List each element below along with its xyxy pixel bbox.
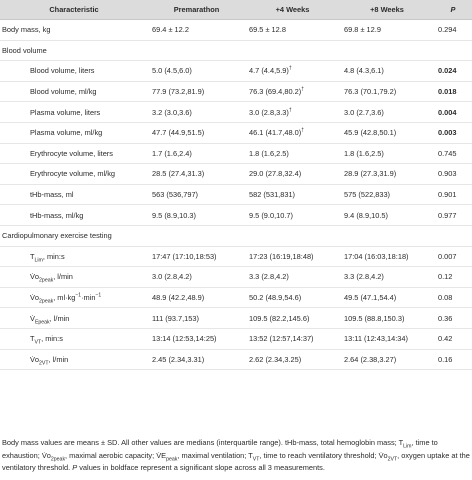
table-row [0, 143, 472, 164]
section-row [0, 40, 472, 61]
row-label: Body mass, kg [2, 25, 51, 35]
cell-pre: 563 (536,797) [152, 190, 199, 200]
cell-pre: 17:47 (17:10,18:53) [152, 251, 217, 261]
row-label: Plasma volume, ml/kg [30, 128, 103, 138]
table-row [0, 122, 472, 143]
cell-4w: 9.5 (9.0,10.7) [249, 210, 293, 220]
cell-pre: 2.45 (2.34,3.31) [152, 354, 205, 364]
cell-8w: 109.5 (88.8,150.3) [344, 313, 405, 323]
cell-8w: 2.64 (2.38,3.27) [344, 354, 397, 364]
cell-8w: 17:04 (16:03,18:18) [344, 251, 409, 261]
table-row [0, 20, 472, 41]
section-label: Cardiopulmonary exercise testing [2, 231, 112, 241]
section-row [0, 225, 472, 246]
cell-pre: 5.0 (4.5,6.0) [152, 66, 192, 76]
table-row [0, 205, 472, 226]
cell-8w: 3.0 (2.7,3.6) [344, 107, 384, 117]
cell-8w: 3.3 (2.8,4.2) [344, 272, 384, 282]
cell-4w: 3.3 (2.8,4.2) [249, 272, 289, 282]
cell-pre: 47.7 (44.9,51.5) [152, 128, 205, 138]
cell-pre: 1.7 (1.6,2.4) [152, 148, 192, 158]
table-row [0, 246, 472, 267]
row-label: $T_{VT}$, min:s [30, 334, 63, 346]
cell-pre: 13:14 (12:53,14:25) [152, 334, 217, 344]
cell-pre: 3.2 (3.0,3.6) [152, 107, 192, 117]
table-row [0, 287, 472, 308]
cell-pre: 28.5 (27.4,31.3) [152, 169, 205, 179]
header-characteristic: Characteristic [0, 0, 148, 20]
cell-p: 0.977 [438, 210, 457, 220]
row-label: $V̇o_{2peak}$, l/min [30, 272, 73, 284]
row-label: Erythrocyte volume, ml/kg [30, 169, 116, 179]
dagger-mark: † [288, 107, 292, 114]
cell-8w: 45.9 (42.8,50.1) [344, 128, 397, 138]
header-premarathon: Premarathon [148, 0, 245, 20]
table-row [0, 267, 472, 288]
cell-p: 0.36 [438, 313, 453, 323]
dagger-mark: † [301, 86, 304, 93]
header-p: P [434, 0, 472, 20]
table-row [0, 308, 472, 329]
cell-8w: 1.8 (1.6,2.5) [344, 148, 384, 158]
row-label: Blood volume, liters [30, 66, 95, 76]
cell-8w: 28.9 (27.3,31.9) [344, 169, 397, 179]
cell-p: 0.903 [438, 169, 457, 179]
cell-4w: 69.5 ± 12.8 [249, 25, 286, 35]
table-footnote: Body mass values are means ± SD. All other values are medians (interquartile range). tHb-mass, total hemoglobin mass; $T_{Lim}$, time to exhaustion; $V̇o_{2peak}$, maximal aerobic capacity; $V̇E_{peak}$, maximal ventilation; $T_{VT}$, time to reach ventilatory threshold; $V̇o_{2VT}$, oxygen uptake at the ventilatory threshold. P values in boldface represent a significant slope across all 3 measurements. [2, 438, 470, 472]
header-4weeks: +4 Weeks [245, 0, 340, 20]
table-row [0, 328, 472, 349]
cell-8w: 49.5 (47.1,54.4) [344, 293, 397, 303]
row-label: $V̇o_{2VT}$, l/min [30, 354, 69, 367]
cell-pre: 3.0 (2.8,4.2) [152, 272, 192, 282]
cell-8w: 575 (522,833) [344, 190, 391, 200]
cell-4w: 4.7 (4.4,5.9)† [249, 66, 292, 76]
table-row [0, 102, 472, 123]
row-label: $V̇o_{2peak}$, $ml\cdot kg^{-1}\cdot\min^{-1}$ [30, 292, 102, 305]
dagger-mark: † [301, 127, 304, 134]
cell-4w: 2.62 (2.34,3.25) [249, 354, 302, 364]
cell-pre: 9.5 (8.9,10.3) [152, 210, 196, 220]
row-label: $T_{Lim}$, min:s [30, 251, 65, 264]
cell-p: 0.007 [438, 251, 457, 261]
row-label: $V̇_{Epeak}$, l/min [30, 313, 70, 326]
row-label: Plasma volume, liters [30, 107, 101, 117]
cell-p: 0.003 [438, 128, 457, 138]
cell-p: 0.004 [438, 107, 457, 117]
cell-p: 0.024 [438, 66, 457, 76]
table-row [0, 349, 472, 370]
cell-4w: 582 (531,831) [249, 190, 296, 200]
cell-p: 0.08 [438, 293, 453, 303]
cell-pre: 48.9 (42.2,48.9) [152, 293, 205, 303]
row-label: Blood volume, ml/kg [30, 87, 97, 97]
table-row [0, 81, 472, 102]
row-label: tHb-mass, ml [30, 190, 74, 200]
cell-p: 0.901 [438, 190, 457, 200]
cell-p: 0.12 [438, 272, 453, 282]
cell-pre: 111 (93.7,153) [152, 313, 199, 323]
row-label: tHb-mass, ml/kg [30, 210, 84, 220]
cell-4w: 17:23 (16:19,18:48) [249, 251, 314, 261]
cell-8w: 4.8 (4.3,6.1) [344, 66, 384, 76]
cell-8w: 76.3 (70.1,79.2) [344, 87, 397, 97]
dagger-mark: † [288, 66, 292, 73]
row-label: Erythrocyte volume, liters [30, 148, 113, 158]
cell-4w: 13:52 (12:57,14:37) [249, 334, 314, 344]
cell-8w: 69.8 ± 12.9 [344, 25, 381, 35]
cell-4w: 50.2 (48.9,54.6) [249, 293, 302, 303]
cell-4w: 29.0 (27.8,32.4) [249, 169, 302, 179]
cell-4w: 109.5 (82.2,145.6) [249, 313, 310, 323]
section-label: Blood volume [2, 45, 47, 55]
cell-pre: 77.9 (73.2,81.9) [152, 87, 205, 97]
table-row [0, 61, 472, 82]
cell-p: 0.745 [438, 148, 457, 158]
cell-8w: 13:11 (12:43,14:34) [344, 334, 408, 344]
cell-4w: 1.8 (1.6,2.5) [249, 148, 289, 158]
cell-p: 0.018 [438, 87, 457, 97]
cell-8w: 9.4 (8.9,10.5) [344, 210, 388, 220]
cell-4w: 3.0 (2.8,3.3)† [249, 107, 292, 117]
cell-pre: 69.4 ± 12.2 [152, 25, 189, 35]
header-8weeks: +8 Weeks [340, 0, 434, 20]
cell-4w: 76.3 (69.4,80.2)† [249, 86, 304, 97]
cell-p: 0.294 [438, 25, 457, 35]
table-row [0, 164, 472, 185]
cell-p: 0.42 [438, 334, 453, 344]
table-row [0, 184, 472, 205]
cell-p: 0.16 [438, 354, 453, 364]
header-row [0, 0, 472, 20]
cell-4w: 46.1 (41.7,48.0)† [249, 127, 304, 138]
